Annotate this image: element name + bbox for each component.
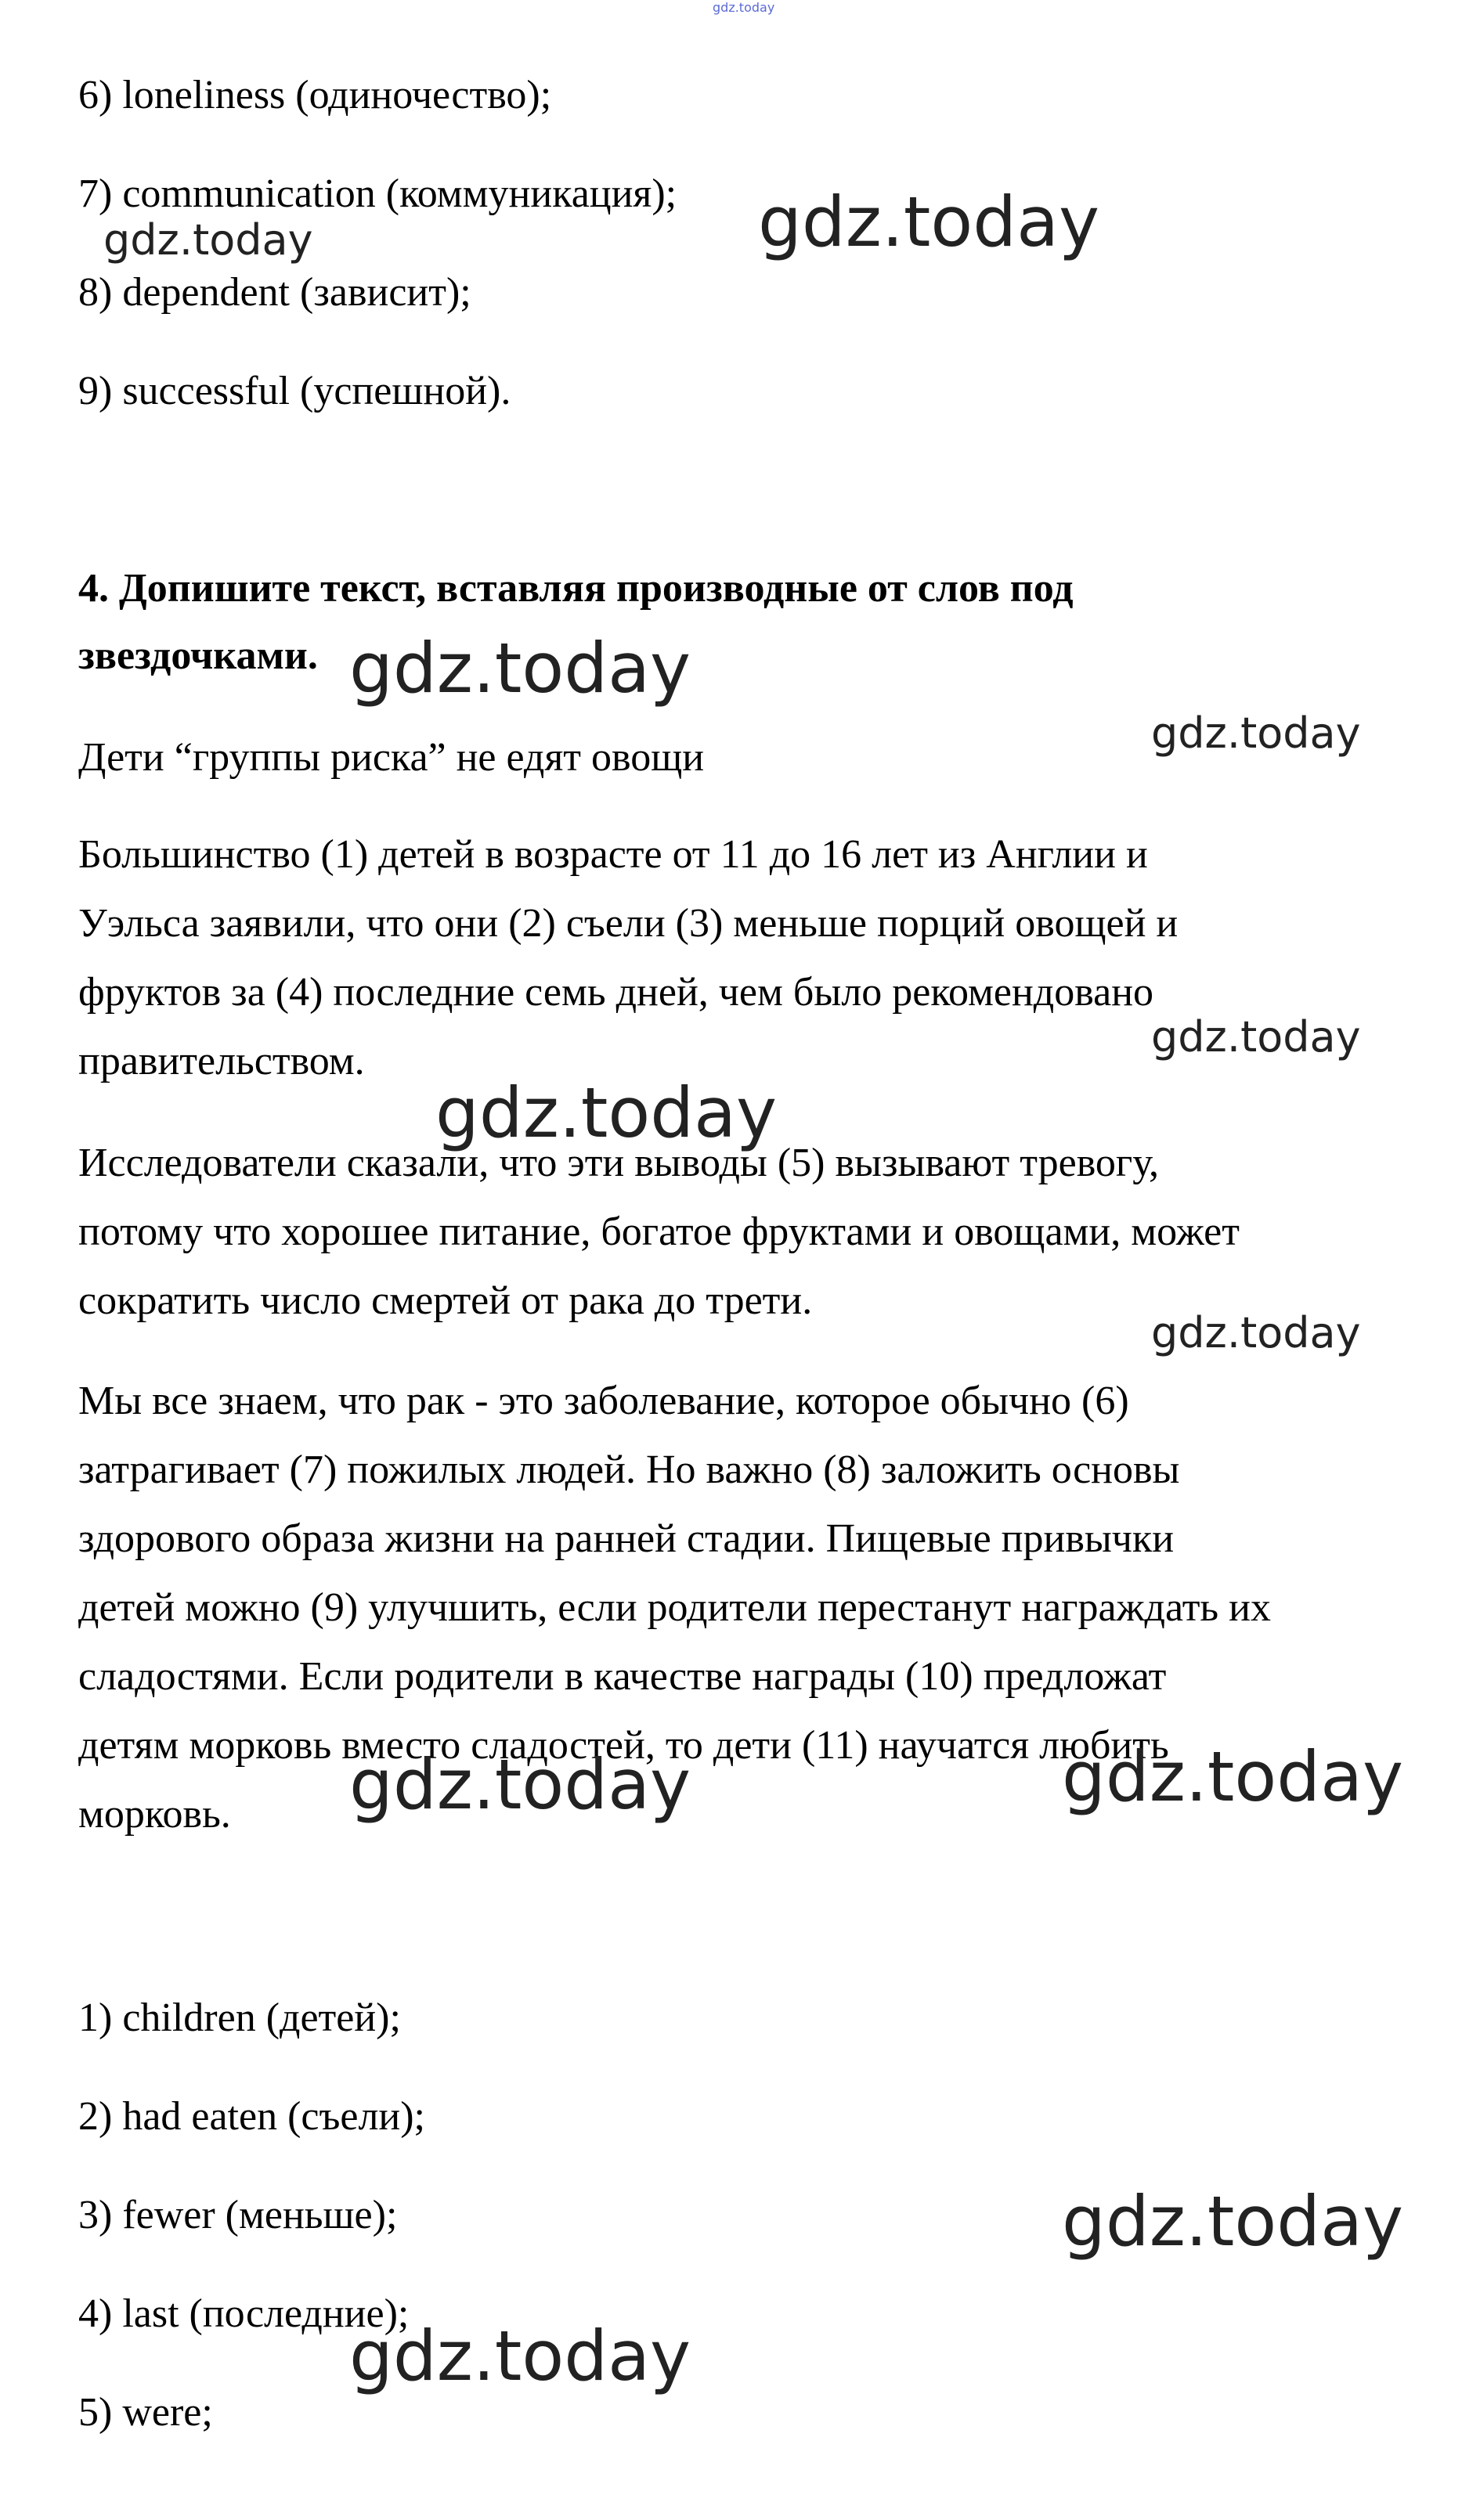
answer-item: 7) communication (коммуникация);	[78, 171, 677, 216]
text-title: Дети “группы риска” не едят овощи	[78, 735, 705, 780]
answer-item: 1) children (детей);	[78, 1995, 401, 2040]
paragraph-line: фруктов за (4) последние семь дней, чем было рекомендовано	[78, 970, 1154, 1015]
watermark-top: gdz.today	[713, 0, 775, 15]
paragraph-line: Мы все знаем, что рак - это заболевание, которое обычно (6)	[78, 1379, 1129, 1423]
paragraph-line: правительством.	[78, 1039, 365, 1083]
paragraph-line: Большинство (1) детей в возрасте от 11 до 16 лет из Англии и	[78, 832, 1148, 877]
watermark-logo: gdz.today	[349, 1744, 691, 1825]
watermark-logo: gdz.today	[349, 2316, 691, 2396]
paragraph-line: сладостями. Если родители в качестве награды (10) предложат	[78, 1654, 1167, 1699]
watermark-logo: gdz.today	[103, 215, 313, 265]
task-heading-line-2: звездочками.	[78, 633, 318, 678]
paragraph-line: здорового образа жизни на ранней стадии. Пищевые привычки	[78, 1516, 1175, 1561]
answer-item: 3) fewer (меньше);	[78, 2193, 398, 2237]
watermark-logo: gdz.today	[1151, 1012, 1361, 1062]
paragraph-line: сократить число смертей от рака до трети.	[78, 1278, 813, 1323]
answer-item: 4) last (последние);	[78, 2291, 410, 2336]
watermark-logo: gdz.today	[349, 628, 691, 708]
answer-item: 8) dependent (зависит);	[78, 270, 471, 315]
answer-item: 9) successful (успешной).	[78, 369, 511, 413]
task-heading-line-1: 4. Допишите текст, вставляя производные от слов под	[78, 566, 1074, 611]
paragraph-line: морковь.	[78, 1792, 231, 1837]
paragraph-line: Уэльса заявили, что они (2) съели (3) меньше порций овощей и	[78, 901, 1179, 946]
watermark-logo: gdz.today	[1062, 2181, 1404, 2262]
answer-item: 5) were;	[78, 2390, 213, 2435]
watermark-logo: gdz.today	[1151, 1308, 1361, 1357]
paragraph-line: затрагивает (7) пожилых людей. Но важно (8) заложить основы	[78, 1447, 1180, 1492]
answer-item: 2) had eaten (съели);	[78, 2094, 425, 2139]
paragraph-line: Исследователи сказали, что эти выводы (5) вызывают тревогу,	[78, 1141, 1160, 1185]
paragraph-line: детей можно (9) улучшить, если родители перестанут награждать их	[78, 1585, 1271, 1630]
watermark-logo: gdz.today	[1062, 1736, 1404, 1817]
paragraph-line: потому что хорошее питание, богатое фруктами и овощами, может	[78, 1210, 1240, 1254]
paragraph-line: детям морковь вместо сладостей, то дети (11) научатся любить	[78, 1723, 1169, 1768]
watermark-logo: gdz.today	[435, 1073, 778, 1153]
watermark-logo: gdz.today	[1151, 708, 1361, 758]
answer-item: 6) loneliness (одиночество);	[78, 73, 552, 117]
watermark-logo: gdz.today	[758, 182, 1100, 262]
